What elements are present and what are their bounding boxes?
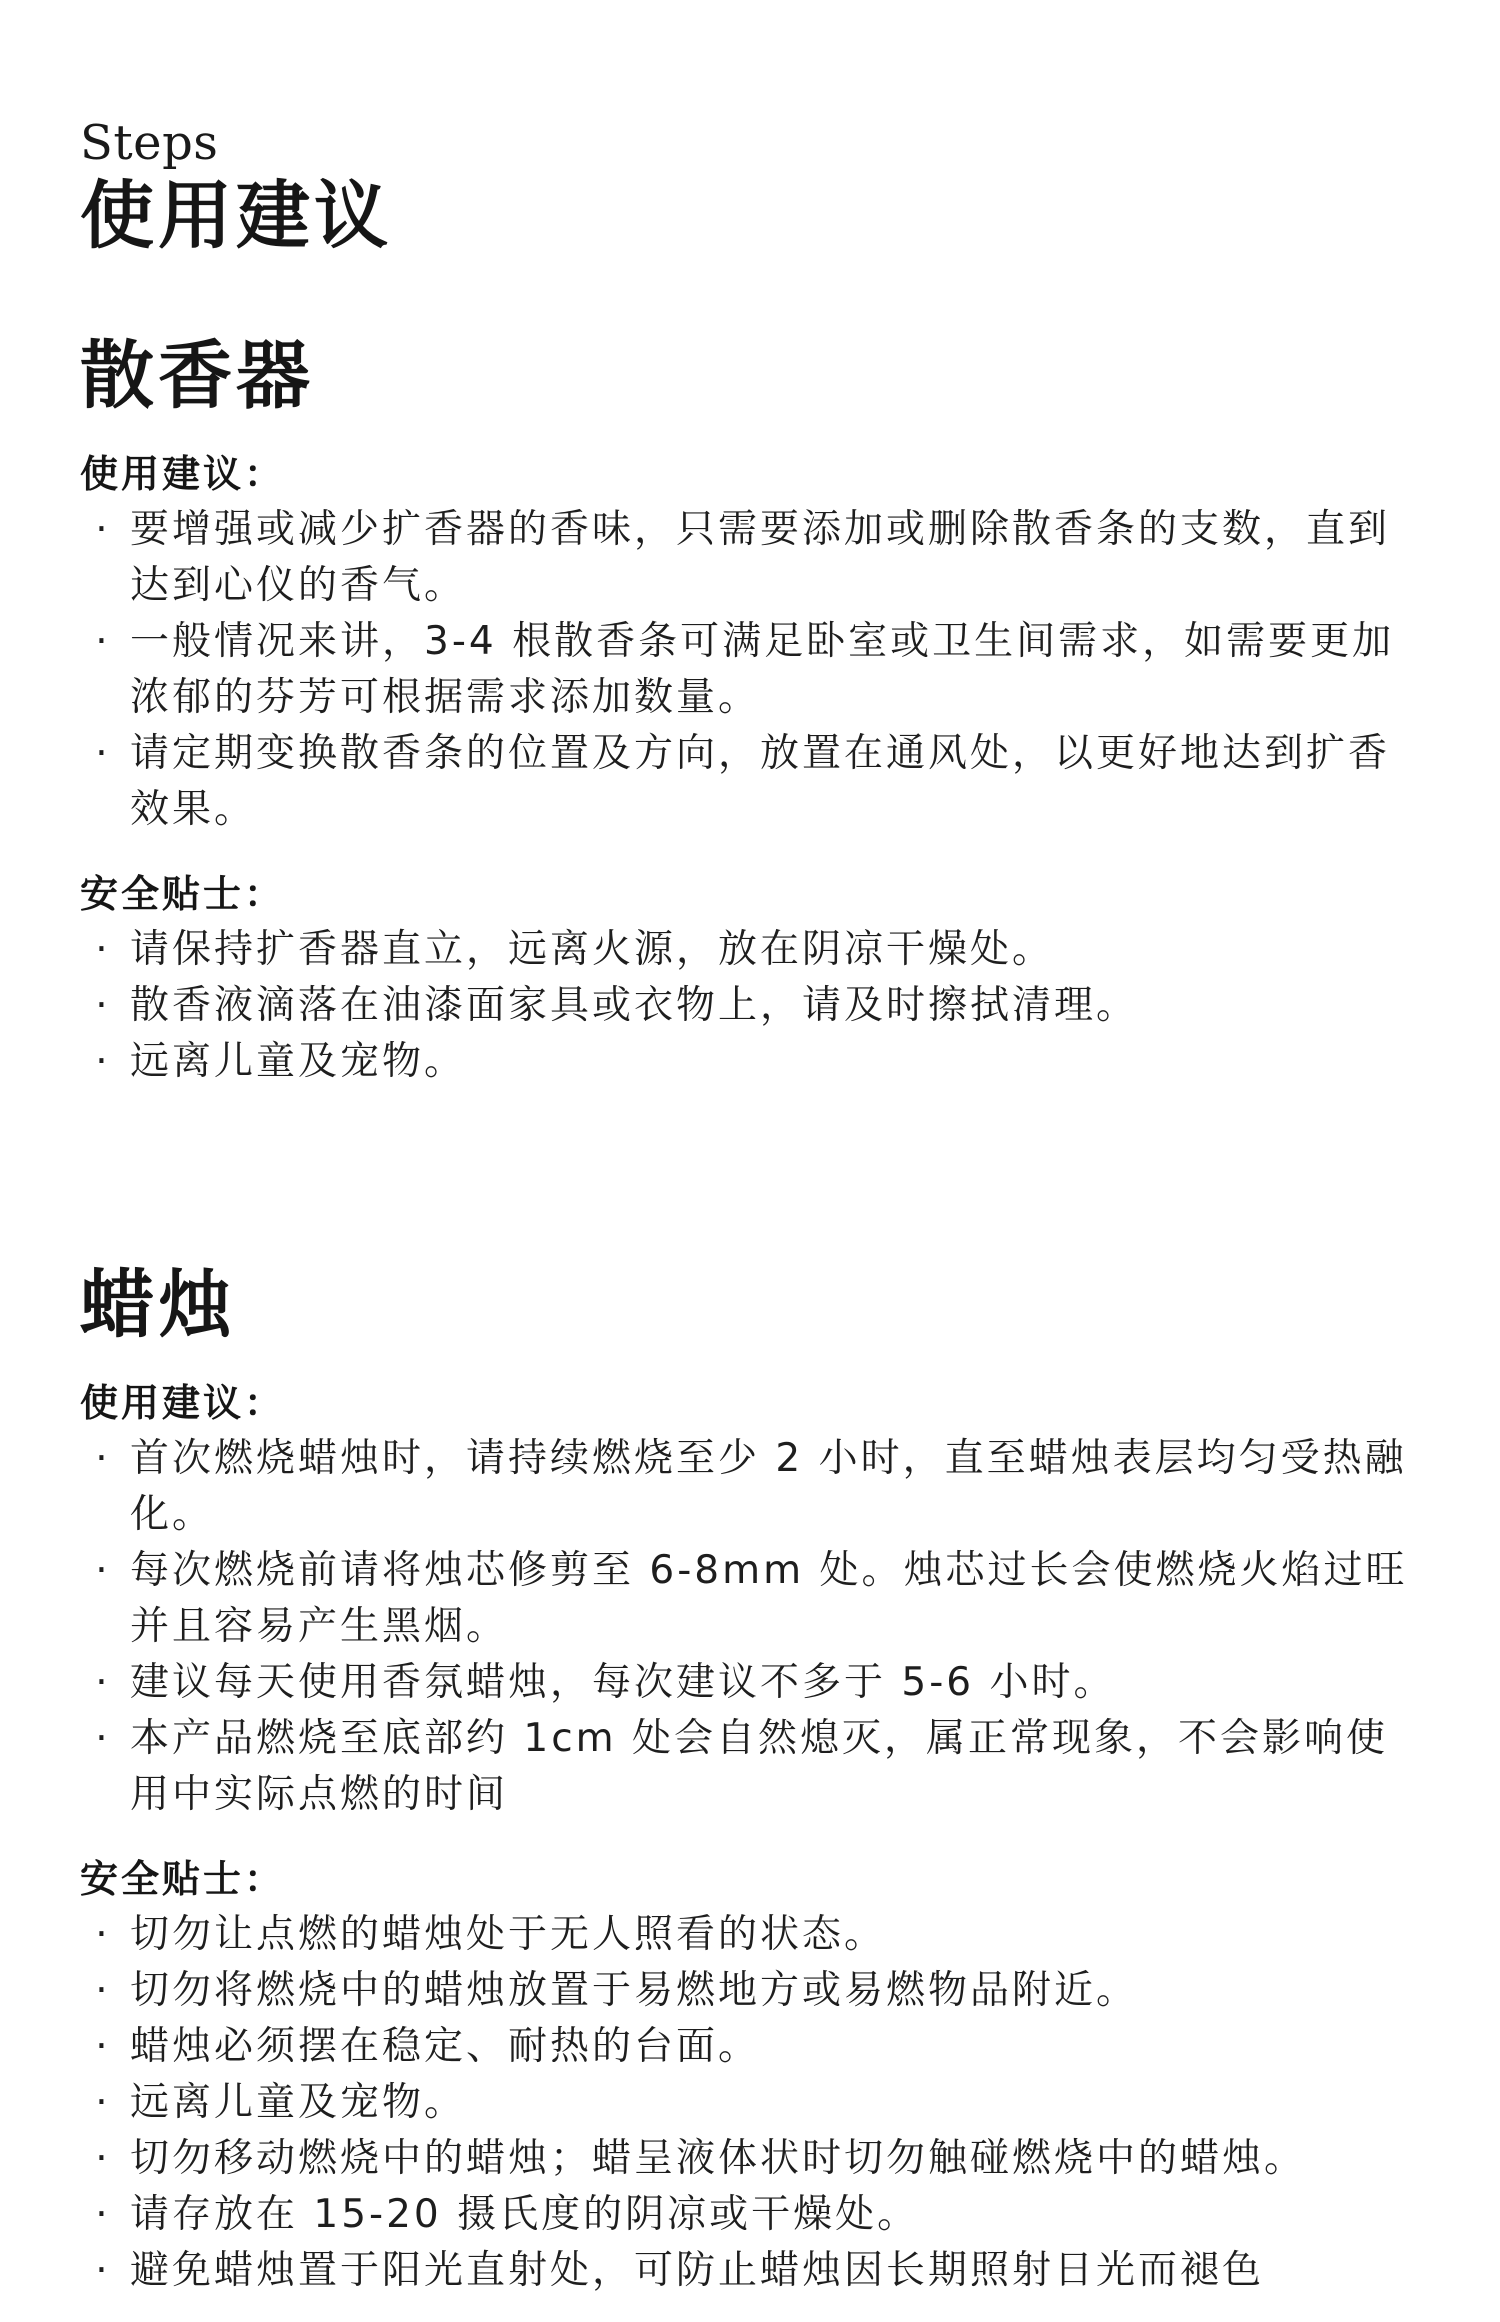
- list-item-text: 避免蜡烛置于阳光直射处，可防止蜡烛因长期照射日光而褪色: [130, 2248, 1265, 2293]
- diffuser-usage-heading: 使用建议：: [80, 452, 286, 496]
- list-item: [80, 978, 1410, 1034]
- bullet-dot: ·: [95, 2080, 111, 2125]
- list-item: [80, 1963, 1410, 2019]
- list-item-text: 首次燃烧蜡烛时，请持续燃烧至少 2 小时，直至蜡烛表层均匀受热融化。: [130, 1436, 1407, 1537]
- bullet-dot: ·: [95, 1039, 111, 1084]
- list-item: [80, 2187, 1410, 2243]
- bullet-dot: ·: [95, 731, 111, 776]
- bullet-dot: ·: [95, 1660, 111, 1705]
- diffuser-safety-heading: 安全贴士：: [80, 872, 286, 916]
- eyebrow-label: Steps: [80, 115, 219, 171]
- bullet-dot: ·: [95, 983, 111, 1028]
- list-item-text: 蜡烛必须摆在稳定、耐热的台面。: [130, 2024, 761, 2069]
- list-item: [80, 922, 1410, 978]
- list-item: [80, 1907, 1410, 1963]
- list-item: [80, 2243, 1410, 2299]
- bullet-dot: ·: [95, 2248, 111, 2293]
- list-item: [80, 1034, 1410, 1090]
- bullet-dot: ·: [95, 927, 111, 972]
- candle-title: 蜡烛: [80, 1262, 236, 1348]
- list-item-text: 远离儿童及宠物。: [130, 2080, 467, 2125]
- list-item-text: 请定期变换散香条的位置及方向，放置在通风处，以更好地达到扩香效果。: [130, 731, 1391, 832]
- list-item-text: 请保持扩香器直立，远离火源，放在阴凉干燥处。: [130, 927, 1055, 972]
- list-item: [80, 2019, 1410, 2075]
- usage-guide-page: [80, 115, 1480, 2299]
- bullet-dot: ·: [95, 507, 111, 552]
- list-item-text: 一般情况来讲，3-4 根散香条可满足卧室或卫生间需求，如需要更加浓郁的芬芳可根据需求添加数量。: [130, 619, 1395, 720]
- list-item-text: 本产品燃烧至底部约 1cm 处会自然熄灭，属正常现象，不会影响使用中实际点燃的时间: [130, 1716, 1389, 1817]
- bullet-dot: ·: [95, 1436, 111, 1481]
- candle-usage-heading: 使用建议：: [80, 1381, 286, 1425]
- list-item: [80, 2131, 1410, 2187]
- diffuser-title: 散香器: [80, 333, 314, 419]
- list-item-text: 切勿移动燃烧中的蜡烛；蜡呈液体状时切勿触碰燃烧中的蜡烛。: [130, 2136, 1307, 2181]
- list-item-text: 要增强或减少扩香器的香味，只需要添加或删除散香条的支数，直到达到心仪的香气。: [130, 507, 1391, 608]
- list-item-text: 每次燃烧前请将烛芯修剪至 6-8mm 处。烛芯过长会使燃烧火焰过旺并且容易产生黑烟。: [130, 1548, 1408, 1649]
- candle-usage-list: [80, 1431, 1480, 1823]
- diffuser-safety-list: [80, 922, 1480, 1090]
- list-item: [80, 502, 1410, 614]
- list-item: [80, 1711, 1410, 1823]
- candle-safety-list: [80, 1907, 1480, 2299]
- bullet-dot: ·: [95, 1912, 111, 1957]
- list-item: [80, 1543, 1410, 1655]
- page-title: 使用建议: [80, 173, 392, 259]
- list-item: [80, 1655, 1410, 1711]
- bullet-dot: ·: [95, 2024, 111, 2069]
- diffuser-section: [80, 331, 1480, 1090]
- bullet-dot: ·: [95, 2136, 111, 2181]
- list-item: [80, 726, 1410, 838]
- list-item-text: 散香液滴落在油漆面家具或衣物上，请及时擦拭清理。: [130, 983, 1139, 1028]
- list-item-text: 切勿将燃烧中的蜡烛放置于易燃地方或易燃物品附近。: [130, 1968, 1139, 2013]
- bullet-dot: ·: [95, 619, 111, 664]
- list-item-text: 建议每天使用香氛蜡烛，每次建议不多于 5-6 小时。: [130, 1660, 1116, 1705]
- list-item: [80, 614, 1410, 726]
- list-item: [80, 1431, 1410, 1543]
- list-item-text: 请存放在 15-20 摄氏度的阴凉或干燥处。: [130, 2192, 920, 2237]
- list-item-text: 切勿让点燃的蜡烛处于无人照看的状态。: [130, 1912, 887, 1957]
- bullet-dot: ·: [95, 1968, 111, 2013]
- candle-section: [80, 1260, 1480, 2299]
- bullet-dot: ·: [95, 1716, 111, 1761]
- diffuser-usage-list: [80, 502, 1480, 838]
- list-item-text: 远离儿童及宠物。: [130, 1039, 467, 1084]
- bullet-dot: ·: [95, 2192, 111, 2237]
- bullet-dot: ·: [95, 1548, 111, 1593]
- list-item: [80, 2075, 1410, 2131]
- candle-safety-heading: 安全贴士：: [80, 1857, 286, 1901]
